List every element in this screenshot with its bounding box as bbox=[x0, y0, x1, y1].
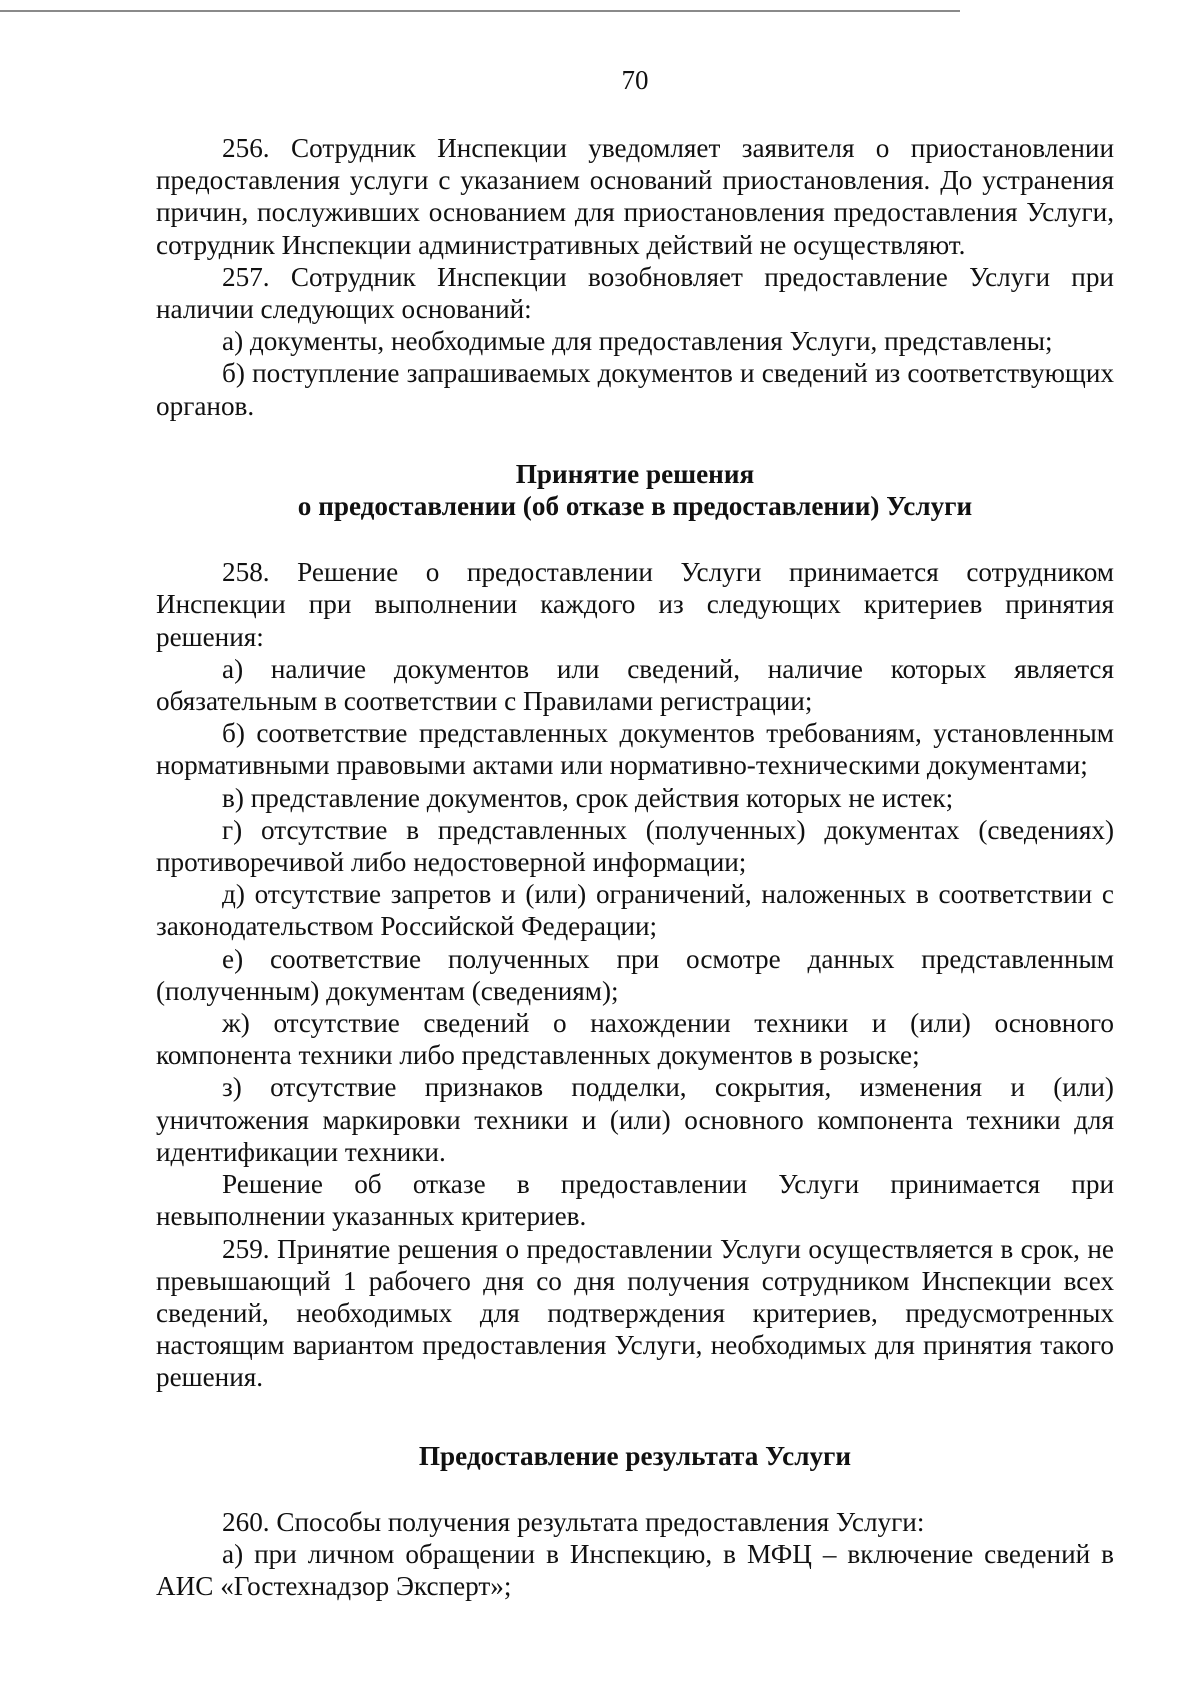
spacer bbox=[156, 422, 1114, 458]
paragraph-260-a: а) при личном обращении в Инспекцию, в МФЦ – включение сведений в АИС «Гостехнадзор Эксперт»; bbox=[156, 1538, 1114, 1602]
paragraph-260: 260. Способы получения результата предоставления Услуги: bbox=[222, 1506, 925, 1537]
paragraph-258-g: г) отсутствие в представленных (полученных) документах (сведениях) противоречивой либо недостоверной информации; bbox=[156, 814, 1114, 878]
section-heading-decision-line1: Принятие решения bbox=[515, 458, 755, 489]
section-heading-result: Предоставление результата Услуги bbox=[418, 1440, 852, 1471]
paragraph-256: 256. Сотрудник Инспекции уведомляет заявителя о приостановлении предоставления услуги с указанием оснований приостановления. До устранения причин, послуживших основанием для приостановления предоставления Услуги, сотрудник Инспекции административных действий не осуществляют. bbox=[156, 133, 1114, 260]
paragraph-258-z: з) отсутствие признаков подделки, сокрытия, изменения и (или) уничтожения маркировки техники и (или) основного компонента техники для идентификации техники. bbox=[156, 1072, 1114, 1167]
section-heading-decision bbox=[156, 458, 1114, 522]
spacer bbox=[156, 1394, 1114, 1440]
paragraph-258: 258. Решение о предоставлении Услуги принимается сотрудником Инспекции при выполнении каждого из следующих критериев принятия решения: bbox=[156, 557, 1114, 652]
paragraph-258-d: д) отсутствие запретов и (или) ограничений, наложенных в соответствии с законодательством Российской Федерации; bbox=[156, 879, 1114, 942]
spacer bbox=[156, 522, 1114, 556]
document-body bbox=[156, 132, 1114, 1602]
paragraph-257: 257. Сотрудник Инспекции возобновляет предоставление Услуги при наличии следующих оснований: bbox=[156, 261, 1114, 325]
spacer bbox=[156, 1472, 1114, 1506]
paragraph-258-refusal: Решение об отказе в предоставлении Услуги принимается при невыполнении указанных критериев. bbox=[156, 1169, 1114, 1232]
page-number: 70 bbox=[621, 65, 649, 95]
paragraph-258-zh: ж) отсутствие сведений о нахождении техники и (или) основного компонента техники либо представленных документов в розыске; bbox=[156, 1008, 1114, 1071]
paragraph-257-a: а) документы, необходимые для предоставления Услуги, представлены; bbox=[222, 326, 1053, 357]
paragraph-258-b: б) соответствие представленных документов требованиям, установленным нормативными правовыми актами или нормативно-техническими документами; bbox=[156, 718, 1114, 781]
paragraph-258-a: а) наличие документов или сведений, наличие которых является обязательным в соответствии с Правилами регистрации; bbox=[156, 653, 1114, 717]
paragraph-257-b: б) поступление запрашиваемых документов и сведений из соответствующих органов. bbox=[156, 358, 1114, 421]
paragraph-258-v: в) представление документов, срок действия которых не истек; bbox=[222, 782, 954, 813]
paragraph-258-e: е) соответствие полученных при осмотре данных представленным (полученным) документам (сведениям); bbox=[156, 943, 1114, 1006]
paragraph-259: 259. Принятие решения о предоставлении Услуги осуществляется в срок, не превышающий 1 рабочего дня со дня получения сотрудником Инспекции всех сведений, необходимых для подтверждения критериев, предусмотренных настоящим вариантом предоставления Услуги, необходимых для принятия такого решения. bbox=[156, 1233, 1114, 1393]
section-heading-decision-line2: о предоставлении (об отказе в предоставлении) Услуги bbox=[297, 491, 973, 522]
top-rule bbox=[0, 10, 960, 12]
